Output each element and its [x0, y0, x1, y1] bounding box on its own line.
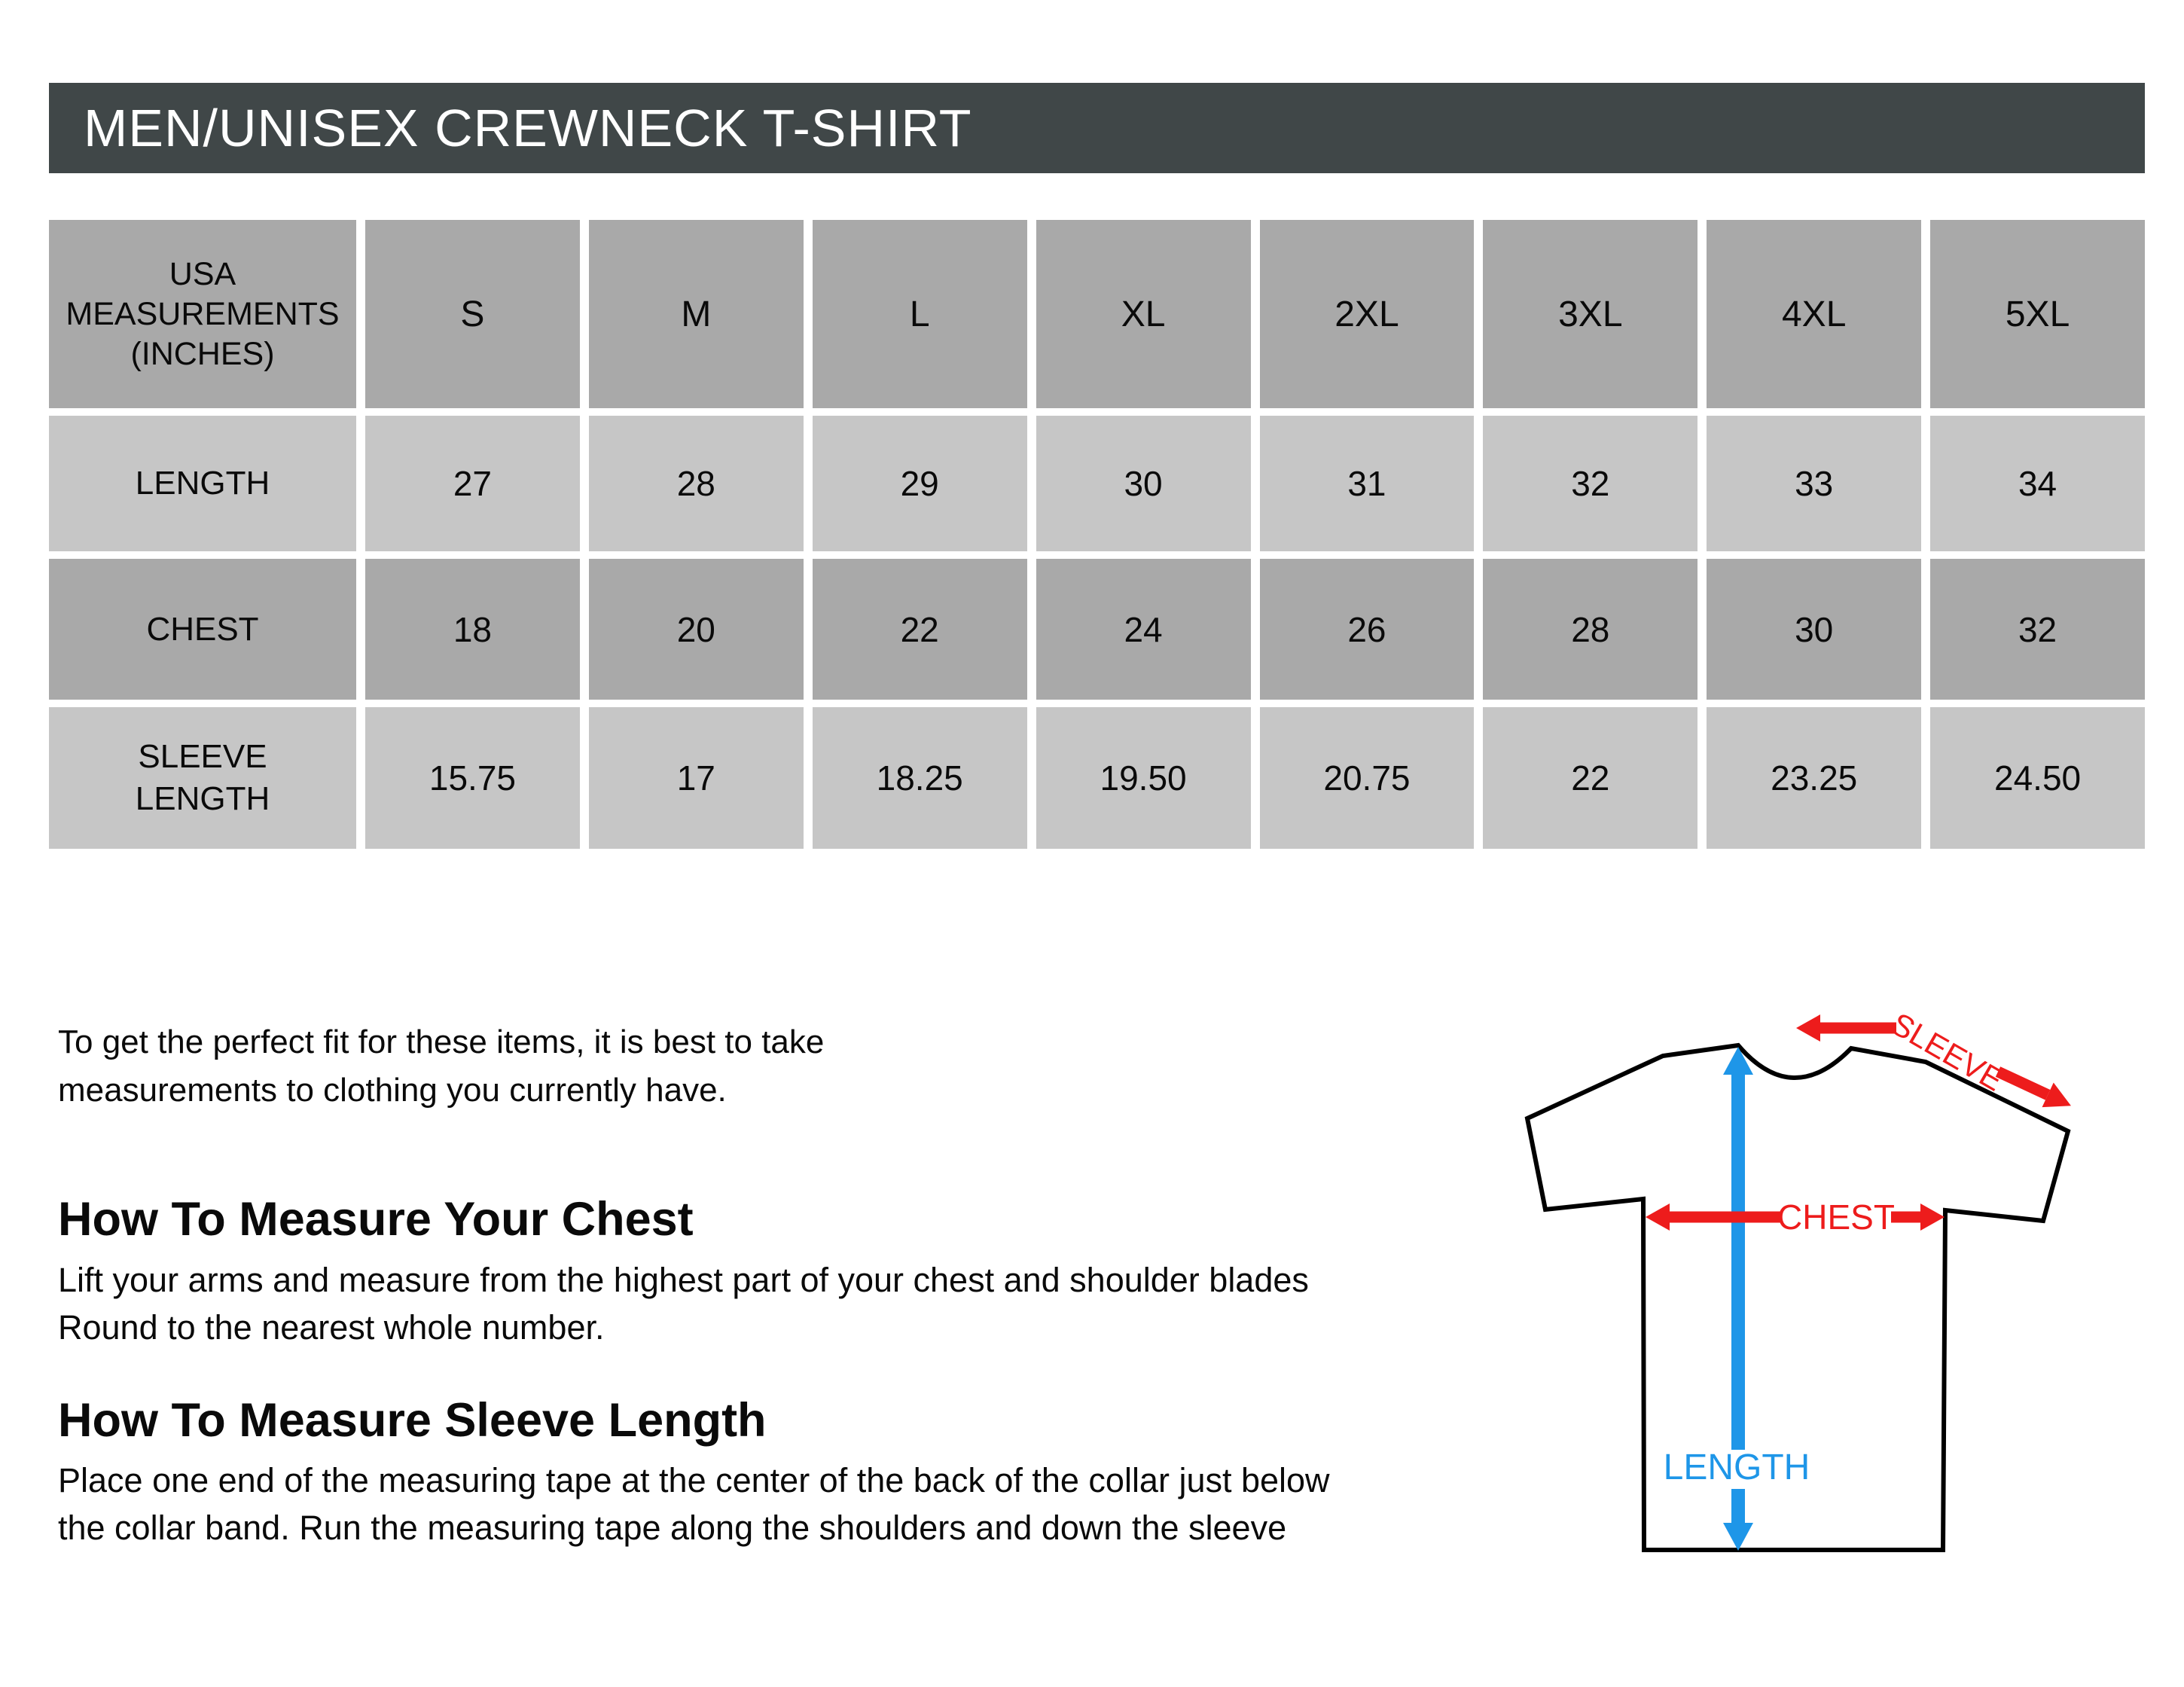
table-corner-header	[49, 220, 356, 408]
measurement-cell: 26	[1260, 559, 1475, 700]
measurement-cell: 18	[365, 559, 580, 700]
measurement-cell: 28	[1483, 559, 1697, 700]
corner-line: (INCHES)	[130, 335, 275, 372]
measurement-cell: 22	[813, 559, 1027, 700]
measurement-cell: 29	[813, 416, 1027, 551]
measurement-cell: 24	[1036, 559, 1251, 700]
measurement-cell: 17	[589, 707, 804, 849]
size-column-header-2xl: 2XL	[1260, 220, 1475, 408]
measurement-cell: 30	[1707, 559, 1921, 700]
size-column-header-m: M	[589, 220, 804, 408]
measurement-cell: 18.25	[813, 707, 1027, 849]
measurement-cell: 27	[365, 416, 580, 551]
measurement-cell: 19.50	[1036, 707, 1251, 849]
size-column-header-xl: XL	[1036, 220, 1251, 408]
measurement-cell: 15.75	[365, 707, 580, 849]
measurement-cell: 32	[1483, 416, 1697, 551]
section-heading-sleeve: How To Measure Sleeve Length	[58, 1394, 767, 1447]
length-label: LENGTH	[1663, 1448, 1810, 1487]
section-heading-chest: How To Measure Your Chest	[58, 1193, 694, 1246]
page-title: MEN/UNISEX CREWNECK T-SHIRT	[84, 99, 972, 157]
measurement-cell: 31	[1260, 416, 1475, 551]
row-label-sleeve-length: SLEEVE LENGTH	[49, 707, 356, 849]
intro-paragraph	[58, 1018, 824, 1115]
section-body-line: the collar band. Run the measuring tape along the shoulders and down the sleeve	[58, 1509, 1287, 1547]
section-body-line: Round to the nearest whole number.	[58, 1308, 605, 1347]
arrow-left-icon	[1796, 1014, 1820, 1042]
size-column-header-3xl: 3XL	[1483, 220, 1697, 408]
section-body-line: Lift your arms and measure from the highest part of your chest and shoulder blades	[58, 1261, 1309, 1299]
intro-line: measurements to clothing you currently have.	[58, 1072, 727, 1109]
section-body-line: Place one end of the measuring tape at the center of the back of the collar just below	[58, 1461, 1330, 1499]
arrow-right-icon	[2042, 1083, 2077, 1118]
intro-line: To get the perfect fit for these items, it is best to take	[58, 1023, 825, 1060]
section-body-sleeve	[58, 1457, 1330, 1551]
measurement-cell: 30	[1036, 416, 1251, 551]
corner-line: USA	[169, 255, 236, 292]
measurement-cell: 20.75	[1260, 707, 1475, 849]
size-column-header-4xl: 4XL	[1707, 220, 1921, 408]
measurement-cell: 24.50	[1930, 707, 2145, 849]
size-chart-table	[49, 220, 2145, 849]
measurement-cell: 20	[589, 559, 804, 700]
size-column-header-5xl: 5XL	[1930, 220, 2145, 408]
measurement-cell: 28	[589, 416, 804, 551]
corner-line: MEASUREMENTS	[66, 295, 340, 332]
measurement-cell: 23.25	[1707, 707, 1921, 849]
size-column-header-s: S	[365, 220, 580, 408]
size-column-header-l: L	[813, 220, 1027, 408]
sleeve-label: SLEEVE	[1885, 1005, 2010, 1098]
measurement-cell: 22	[1483, 707, 1697, 849]
tshirt-measurement-diagram	[1491, 964, 2184, 1642]
sleeve-arrow-left	[1796, 1014, 1896, 1042]
title-bar	[49, 83, 2145, 173]
measurement-cell: 33	[1707, 416, 1921, 551]
measurement-cell: 32	[1930, 559, 2145, 700]
chest-label: CHEST	[1777, 1197, 1895, 1237]
section-body-chest	[58, 1256, 1309, 1351]
row-label-chest: CHEST	[49, 559, 356, 700]
row-label-length: LENGTH	[49, 416, 356, 551]
measurement-cell: 34	[1930, 416, 2145, 551]
